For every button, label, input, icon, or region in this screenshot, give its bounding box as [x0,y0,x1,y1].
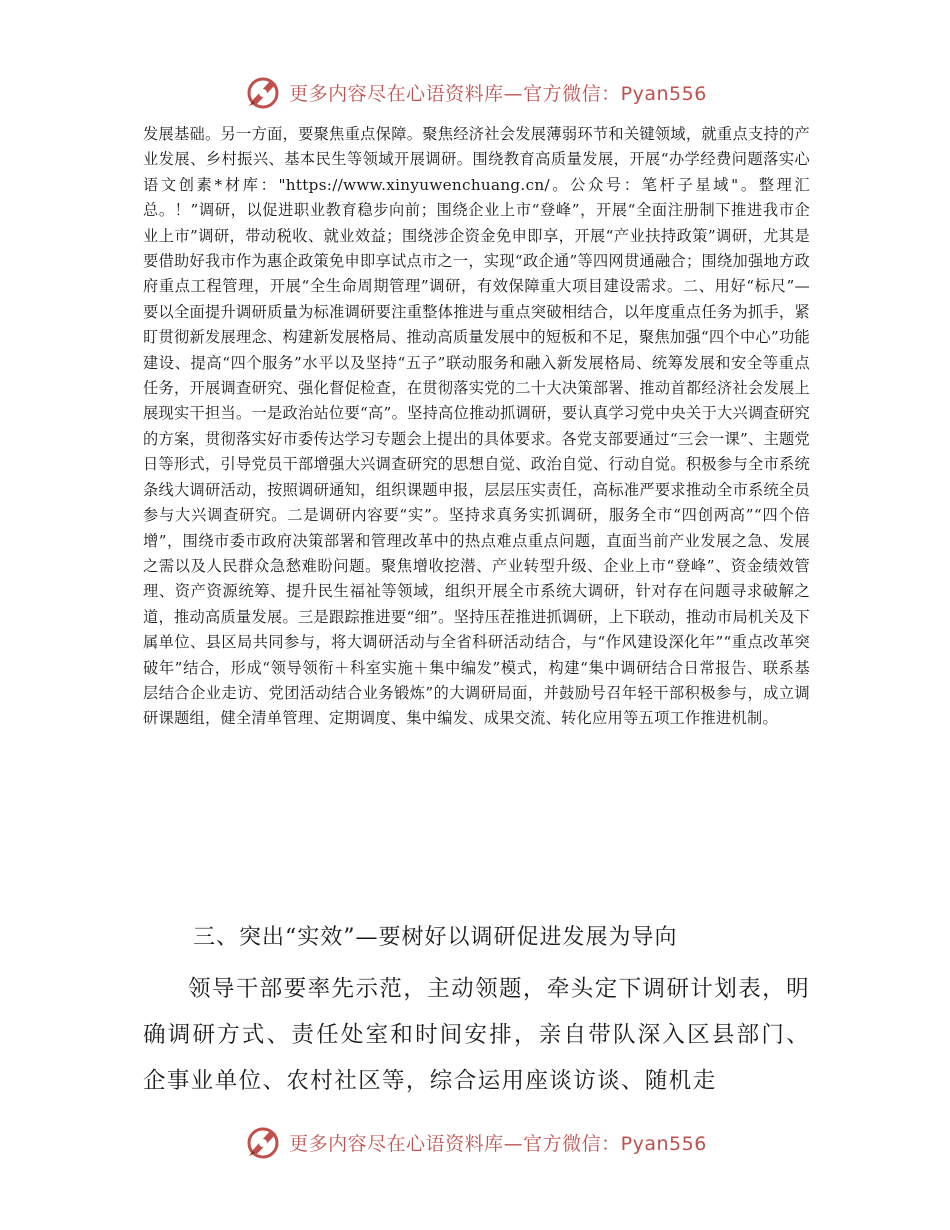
header-banner-text: 更多内容尽在心语资料库—官方微信：Pyan556 [289,82,707,105]
section-heading: 三、突出“实效”—要树好以调研促进发展为导向 [193,925,678,950]
header-banner [0,72,950,112]
pen-logo-icon [243,72,283,112]
body-paragraph: 发展基础。另一方面，要聚焦重点保障。聚焦经济社会发展薄弱环节和关键领域，就重点支持的产业发展、乡村振兴、基本民生等领域开展调研。围绕教育高质量发展，开展“办学经费问题落实心语文创素*材库："https://www.xinyuwenchuang.cn/。公众号：笔杆子星域"。整理汇总。！”调研，以促进职业教育稳步向前；围绕企业上市“登峰”，开展“全面注册制下推进我市企业上市”调研，带动税收、就业效益；围绕涉企资金免申即享，开展“产业扶持政策”调研，尤其是要借助好我市作为惠企政策免申即享试点市之一，实现“政企通”等四网贯通融合；围绕加强地方政府重点工程管理，开展“全生命周期管理”调研，有效保障重大项目建设需求。二、用好“标尺”—要以全面提升调研质量为标准调研要注重整体推进与重点突破相结合，以年度重点任务为抓手，紧盯贯彻新发展理念、构建新发展格局、推动高质量发展中的短板和不足，聚焦加强“四个中心”功能建设、提高“四个服务”水平以及坚持“五子”联动服务和融入新发展格局、统筹发展和安全等重点任务，开展调查研究、强化督促检查，在贯彻落实党的二十大决策部署、推动首都经济社会发展上展现实干担当。一是政治站位要“高”。坚持高位推动抓调研，要认真学习党中央关于大兴调查研究的方案，贯彻落实好市委传达学习专题会上提出的具体要求。各党支部要通过“三会一课”、主题党日等形式，引导党员干部增强大兴调查研究的思想自觉、政治自觉、行动自觉。积极参与全市系统条线大调研活动，按照调研通知，组织课题申报，层层压实责任，高标准严要求推动全市系统全员参与大兴调查研究。二是调研内容要“实”。坚持求真务实抓调研，服务全市“四创两高”“四个倍增”，围绕市委市政府决策部署和管理改革中的热点难点重点问题，直面当前产业发展之急、发展之需以及人民群众急愁难盼问题。聚焦增收挖潜、产业转型升级、企业上市“登峰”、资金绩效管理、资产资源统筹、提升民生福祉等领域，组织开展全市系统大调研，针对存在问题寻求破解之道，推动高质量发展。三是跟踪推进要“细”。坚持压茬推进抓调研，上下联动，推动市局机关及下属单位、县区局共同参与，将大调研活动与全省科研活动结合，与“作风建设深化年”“重点改革突破年”结合，形成“领导领衔＋科室实施＋集中编发”模式，构建“集中调研结合日常报告、联系基层结合企业走访、党团活动结合业务锻炼”的大调研局面，并鼓励号召年轻干部积极参与，成立调研课题组，健全清单管理、定期调度、集中编发、成果交流、转化应用等五项工作推进机制。 [143,125,810,728]
pen-logo-icon [243,1122,283,1162]
large-paragraph: 领导干部要率先示范，主动领题，牵头定下调研计划表，明确调研方式、责任处室和时间安排，亲自带队深入区县部门、企事业单位、农村社区等，综合运用座谈访谈、随机走 [143,976,810,1094]
footer-banner-text: 更多内容尽在心语资料库—官方微信：Pyan556 [289,1132,707,1155]
footer-banner [0,1122,950,1162]
